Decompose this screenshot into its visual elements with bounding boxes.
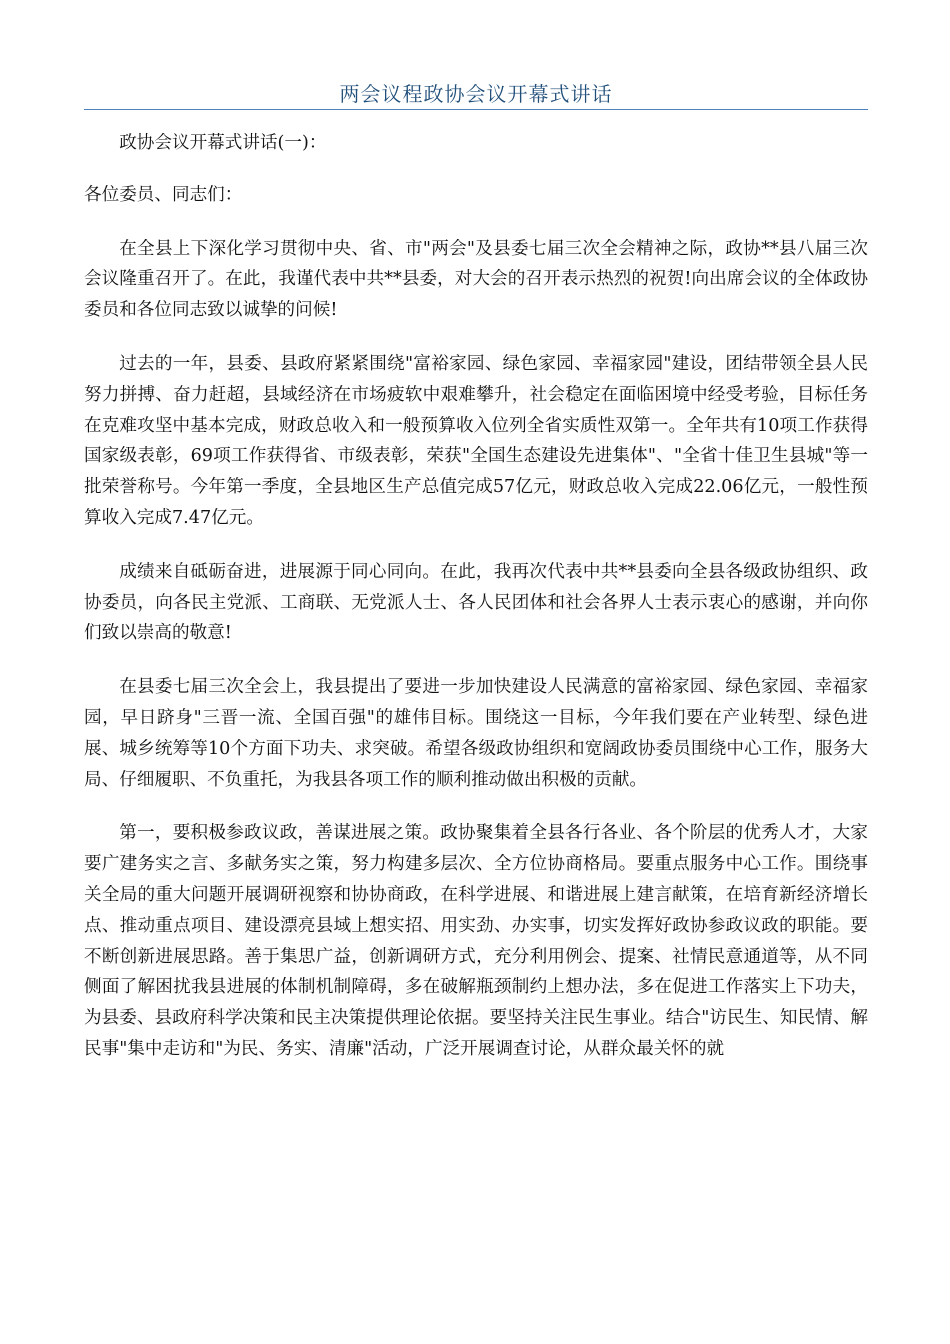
paragraph: 在全县上下深化学习贯彻中央、省、市"两会"及县委七届三次全会精神之际，政协**县八届三次会议隆重召开了。在此，我谨代表中共**县委，对大会的召开表示热烈的祝贺!向出席会议的全体政协委员和各位同志致以诚挚的问候! <box>84 238 868 321</box>
salutation: 各位委员、同志们： <box>84 184 243 205</box>
document-title: 两会议程政协会议开幕式讲话 <box>339 82 613 106</box>
paragraph: 过去的一年，县委、县政府紧紧围绕"富裕家园、绿色家园、幸福家园"建设，团结带领全县人民努力拼搏、奋力赶超，县域经济在市场疲软中艰难攀升，社会稳定在面临困境中经受考验，目标任务在克难攻坚中基本完成，财政总收入和一般预算收入位列全省实质性双第一。全年共有10项工作获得国家级表彰，69项工作获得省、市级表彰，荣获"全国生态建设先进集体"、"全省十佳卫生县城"等一批荣誉称号。今年第一季度，全县地区生产总值完成57亿元，财政总收入完成22.06亿元，一般性预算收入完成7.47亿元。 <box>84 353 868 528</box>
title-underline <box>84 109 868 110</box>
paragraph: 在县委七届三次全会上，我县提出了要进一步加快建设人民满意的富裕家园、绿色家园、幸福家园，早日跻身"三晋一流、全国百强"的雄伟目标。围绕这一目标，今年我们要在产业转型、绿色进展、城乡统筹等10个方面下功夫、求突破。希望各级政协组织和宽阔政协委员围绕中心工作，服务大局、仔细履职、不负重托，为我县各项工作的顺利推动做出积极的贡献。 <box>84 677 868 790</box>
paragraph: 第一，要积极参政议政，善谋进展之策。政协聚集着全县各行各业、各个阶层的优秀人才，大家要广建务实之言、多献务实之策，努力构建多层次、全方位协商格局。要重点服务中心工作。围绕事关全局的重大问题开展调研视察和协协商政，在科学进展、和谐进展上建言献策，在培育新经济增长点、推动重点项目、建设漂亮县域上想实招、用实劲、办实事，切实发挥好政协参政议政的职能。要不断创新进展思路。善于集思广益，创新调研方式，充分利用例会、提案、社情民意通道等，从不同侧面了解困扰我县进展的体制机制障碍，多在破解瓶颈制约上想办法，多在促进工作落实上下功夫，为县委、县政府科学决策和民主决策提供理论依据。要坚持关注民生事业。结合"访民生、知民情、解民事"集中走访和"为民、务实、清廉"活动，广泛开展调查讨论，从群众最关怀的就 <box>84 823 868 1059</box>
document-page <box>84 0 868 1065</box>
paragraph: 成绩来自砥砺奋进，进展源于同心同向。在此，我再次代表中共**县委向全县各级政协组织、政协委员，向各民主党派、工商联、无党派人士、各人民团体和社会各界人士表示衷心的感谢，并向你们致以崇高的敬意! <box>84 561 868 644</box>
section-subtitle: 政协会议开幕式讲话(一)： <box>119 133 327 153</box>
